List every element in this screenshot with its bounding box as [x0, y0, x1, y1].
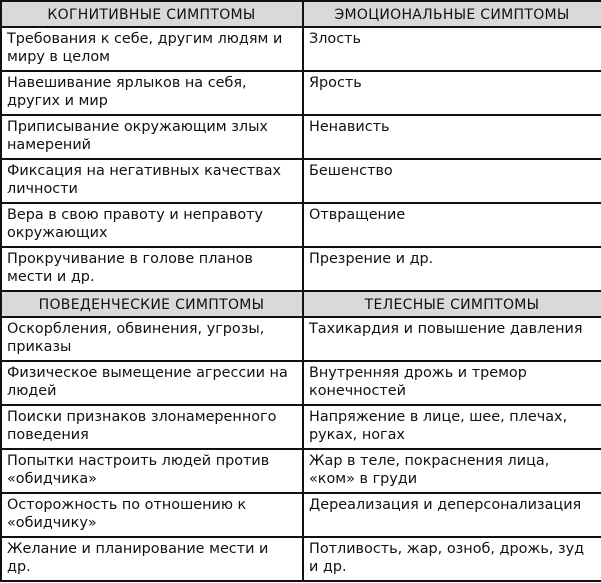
- header-row-behavioral-physical: [1, 291, 601, 317]
- emotional-cell: Отвращение: [303, 203, 601, 247]
- header-emotional: ЭМОЦИОНАЛЬНЫЕ СИМПТОМЫ: [303, 1, 601, 27]
- behavioral-cell: Оскорбления, обвинения, угрозы, приказы: [1, 317, 303, 361]
- header-physical: ТЕЛЕСНЫЕ СИМПТОМЫ: [303, 291, 601, 317]
- cognitive-cell: Навешивание ярлыков на себя, других и мир: [1, 71, 303, 115]
- physical-cell: Напряжение в лице, шее, плечах, руках, ногах: [303, 405, 601, 449]
- physical-cell: Потливость, жар, озноб, дрожь, зуд и др.: [303, 537, 601, 581]
- physical-cell: Дереализация и деперсонализация: [303, 493, 601, 537]
- emotional-cell: Бешенство: [303, 159, 601, 203]
- emotional-cell: Ярость: [303, 71, 601, 115]
- emotional-cell: Злость: [303, 27, 601, 71]
- emotional-cell: Презрение и др.: [303, 247, 601, 291]
- behavioral-cell: Осторожность по отношению к «обидчику»: [1, 493, 303, 537]
- table-row: [1, 317, 601, 361]
- table-row: [1, 537, 601, 581]
- table-row: [1, 361, 601, 405]
- header-cognitive: КОГНИТИВНЫЕ СИМПТОМЫ: [1, 1, 303, 27]
- physical-cell: Тахикардия и повышение давления: [303, 317, 601, 361]
- cognitive-cell: Приписывание окружающим злых намерений: [1, 115, 303, 159]
- table-row: [1, 405, 601, 449]
- table-row: [1, 203, 601, 247]
- behavioral-cell: Попытки настроить людей против «обидчика»: [1, 449, 303, 493]
- cognitive-cell: Фиксация на негативных качествах личности: [1, 159, 303, 203]
- emotional-cell: Ненависть: [303, 115, 601, 159]
- table-row: [1, 27, 601, 71]
- cognitive-cell: Вера в свою правоту и неправоту окружающих: [1, 203, 303, 247]
- physical-cell: Внутренняя дрожь и тремор конечностей: [303, 361, 601, 405]
- table-row: [1, 493, 601, 537]
- table-row: [1, 115, 601, 159]
- cognitive-cell: Требования к себе, другим людям и миру в целом: [1, 27, 303, 71]
- header-behavioral: ПОВЕДЕНЧЕСКИЕ СИМПТОМЫ: [1, 291, 303, 317]
- behavioral-cell: Желание и планирование мести и др.: [1, 537, 303, 581]
- table-row: [1, 71, 601, 115]
- behavioral-cell: Поиски признаков злонамеренного поведения: [1, 405, 303, 449]
- cognitive-cell: Прокручивание в голове планов мести и др.: [1, 247, 303, 291]
- physical-cell: Жар в теле, покраснения лица, «ком» в груди: [303, 449, 601, 493]
- table-row: [1, 449, 601, 493]
- behavioral-cell: Физическое вымещение агрессии на людей: [1, 361, 303, 405]
- header-row-cognitive-emotional: [1, 1, 601, 27]
- table-row: [1, 247, 601, 291]
- table-row: [1, 159, 601, 203]
